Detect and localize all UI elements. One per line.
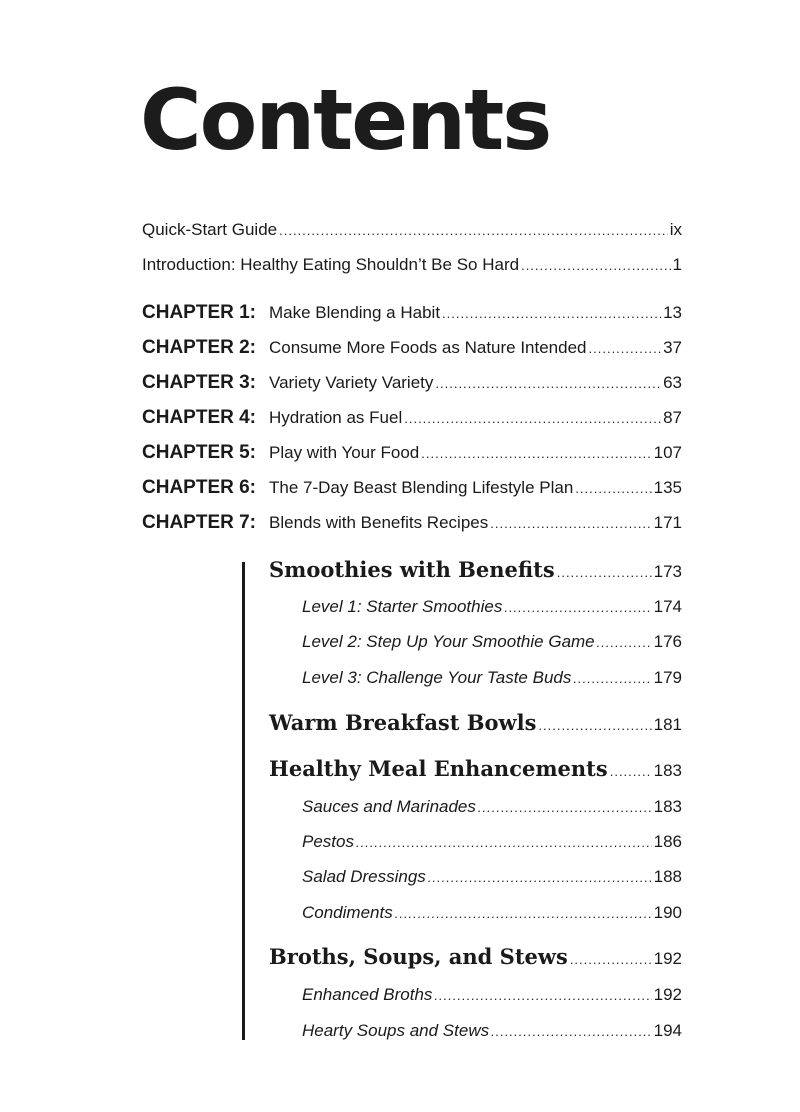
toc-entry-title: Introduction: Healthy Eating Shouldn’t Be So Hard [142, 255, 520, 274]
dot-leader [404, 411, 661, 426]
toc-page-number: 107 [653, 443, 682, 462]
dot-leader [538, 718, 651, 733]
toc-page-number: 87 [663, 408, 682, 427]
toc-subsection[interactable] [302, 797, 682, 817]
dot-leader [575, 481, 651, 496]
chapter-title: Variety Variety Variety [269, 373, 434, 392]
toc-subsection[interactable] [302, 903, 682, 923]
toc-page-number: 135 [653, 478, 682, 497]
chapter-label: CHAPTER 4: [142, 407, 257, 428]
toc-subsection[interactable] [302, 632, 682, 652]
section-title: Warm Breakfast Bowls [269, 710, 537, 735]
toc-page-number: 186 [653, 832, 682, 851]
toc-page-number: 188 [653, 867, 682, 886]
dot-leader [434, 988, 651, 1003]
toc-section-broths-soups-stews[interactable] [269, 944, 682, 969]
toc-chapter-6[interactable] [142, 477, 682, 499]
chapter-title: Blends with Benefits Recipes [269, 513, 489, 532]
toc-entry-introduction[interactable] [142, 255, 682, 275]
toc-section-smoothies[interactable] [269, 557, 682, 582]
subsection-title: Pestos [302, 832, 354, 851]
subsection-title: Hearty Soups and Stews [302, 1021, 490, 1040]
subsection-title: Level 3: Challenge Your Taste Buds [302, 668, 572, 687]
dot-leader [435, 376, 661, 391]
toc-entry-quick-start[interactable] [142, 220, 682, 240]
subsection-title: Level 2: Step Up Your Smoothie Game [302, 632, 595, 651]
toc-chapter-3[interactable] [142, 372, 682, 394]
chapter-label: CHAPTER 3: [142, 372, 257, 393]
toc-subsection[interactable] [302, 985, 682, 1005]
chapter-title: Hydration as Fuel [269, 408, 403, 427]
toc-page-number: 183 [653, 797, 682, 816]
chapter-label: CHAPTER 6: [142, 477, 257, 498]
subsection-title: Sauces and Marinades [302, 797, 476, 816]
chapter-label: CHAPTER 2: [142, 337, 257, 358]
toc-chapter-7[interactable] [142, 512, 682, 534]
toc-subsection[interactable] [302, 597, 682, 617]
toc-page-number: 173 [653, 562, 682, 581]
dot-leader [597, 635, 652, 650]
dot-leader [504, 600, 651, 615]
toc-entry-title: Quick-Start Guide [142, 220, 278, 239]
toc-page-number: 13 [663, 303, 682, 322]
subsection-title: Salad Dressings [302, 867, 426, 886]
section-title: Smoothies with Benefits [269, 557, 555, 582]
dot-leader [356, 835, 652, 850]
dot-leader [442, 306, 661, 321]
chapter-title: The 7-Day Beast Blending Lifestyle Plan [269, 478, 574, 497]
toc-chapter-2[interactable] [142, 337, 682, 359]
subsection-title: Condiments [302, 903, 393, 922]
dot-leader [395, 906, 652, 921]
page-title: Contents [140, 71, 551, 169]
chapter-label: CHAPTER 5: [142, 442, 257, 463]
chapter-title: Play with Your Food [269, 443, 420, 462]
chapter-label: CHAPTER 1: [142, 302, 257, 323]
toc-page-number: 174 [653, 597, 682, 616]
dot-leader [521, 258, 670, 273]
subsection-title: Enhanced Broths [302, 985, 433, 1004]
toc-chapter-5[interactable] [142, 442, 682, 464]
dot-leader [428, 870, 652, 885]
toc-subsection[interactable] [302, 867, 682, 887]
section-title: Broths, Soups, and Stews [269, 944, 568, 969]
chapter-title: Consume More Foods as Nature Intended [269, 338, 587, 357]
toc-chapter-4[interactable] [142, 407, 682, 429]
dot-leader [557, 565, 652, 580]
toc-page-number: 1 [672, 255, 682, 274]
dot-leader [610, 764, 652, 779]
chapter-title: Make Blending a Habit [269, 303, 441, 322]
toc-chapter-1[interactable] [142, 302, 682, 324]
toc-page-number: 192 [653, 985, 682, 1004]
toc-page-number: 192 [653, 949, 682, 968]
toc-page-number: 37 [663, 338, 682, 357]
dot-leader [490, 516, 651, 531]
section-rule [242, 562, 245, 1040]
dot-leader [421, 446, 651, 461]
dot-leader [478, 800, 652, 815]
dot-leader [279, 223, 668, 238]
toc-page-number: 171 [653, 513, 682, 532]
toc-page-number: 194 [653, 1021, 682, 1040]
toc-page-number: 183 [653, 761, 682, 780]
toc-subsection[interactable] [302, 1021, 682, 1041]
subsection-title: Level 1: Starter Smoothies [302, 597, 503, 616]
chapter-label: CHAPTER 7: [142, 512, 257, 533]
toc-section-meal-enhancements[interactable] [269, 756, 682, 781]
toc-section-breakfast-bowls[interactable] [269, 710, 682, 735]
section-title: Healthy Meal Enhancements [269, 756, 608, 781]
toc-page-number: 181 [653, 715, 682, 734]
toc-page-number: 179 [653, 668, 682, 687]
dot-leader [491, 1024, 652, 1039]
toc-subsection[interactable] [302, 668, 682, 688]
dot-leader [570, 952, 652, 967]
toc-page-number: 190 [653, 903, 682, 922]
dot-leader [589, 341, 662, 356]
toc-page-number: 63 [663, 373, 682, 392]
dot-leader [573, 671, 651, 686]
toc-page-number: 176 [653, 632, 682, 651]
toc-page-number: ix [669, 220, 682, 239]
toc-subsection[interactable] [302, 832, 682, 852]
